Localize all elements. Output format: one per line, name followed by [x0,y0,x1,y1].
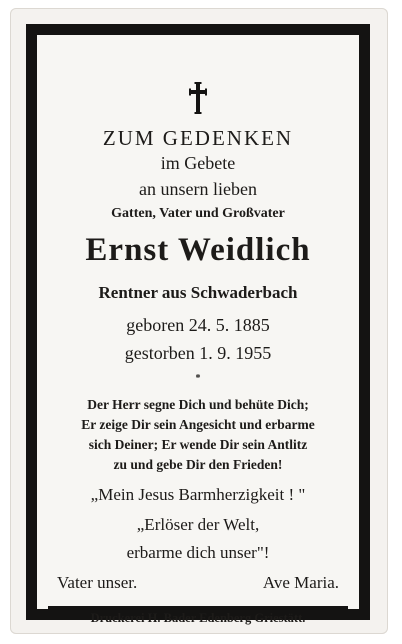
prayer-vater-unser: Vater unser. [57,573,138,592]
blessing-line: Er zeige Dir sein Angesicht und erbarme [81,417,315,432]
family-roles: Gatten, Vater und Großvater [111,206,285,221]
invocation-redeemer-line: erbarme dich unser"! [126,543,270,562]
deceased-name: Ernst Weidlich [85,232,311,268]
card-content [48,46,348,625]
birth-date: geboren 24. 5. 1885 [126,315,270,335]
latin-cross-icon [189,82,207,114]
blessing-line: Der Herr segne Dich und behüte Dich; [87,397,309,412]
blessing-line: zu und gebe Dir den Frieden! [113,457,283,472]
occupation: Rentner aus Schwaderbach [98,283,298,302]
memory-line: an unsern lieben [139,179,257,199]
invocation-jesus: „Mein Jesus Barmherzigkeit ! " [90,485,306,504]
death-date: gestorben 1. 9. 1955 [124,343,272,363]
heading-zum-gedenken: ZUM GEDENKEN [102,126,294,150]
printer-credit: Druckerei H. Bader Edenberg Griestätt. [90,611,306,625]
separator-star: * [195,373,201,384]
prayer-line: im Gebete [160,153,236,173]
divider-rule [48,606,348,609]
mourning-border-frame [26,24,370,625]
blessing-line: sich Deiner; Er wende Dir sein Antlitz [88,437,308,452]
prayer-ave-maria: Ave Maria. [262,573,339,592]
invocation-redeemer-line: „Erlöser der Welt, [136,515,260,534]
